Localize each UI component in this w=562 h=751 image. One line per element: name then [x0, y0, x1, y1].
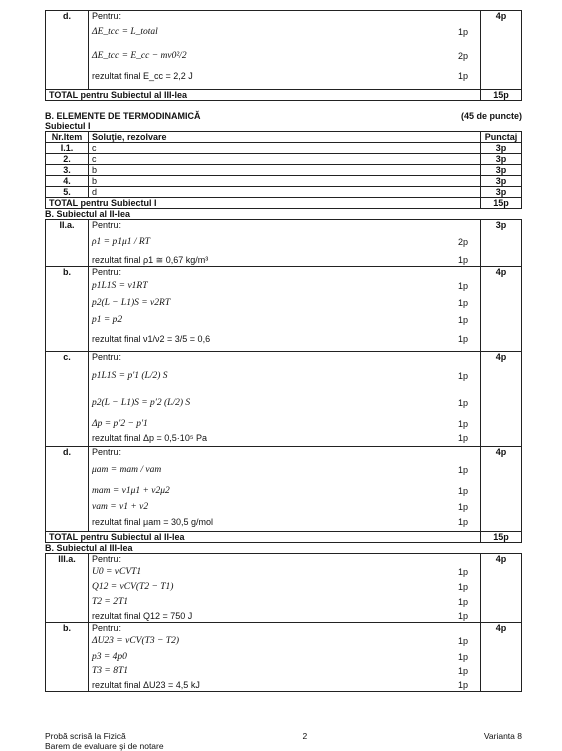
table-row: 3. b 3p [46, 165, 522, 176]
total-label: TOTAL pentru Subiectul al III-lea [46, 90, 481, 101]
subiect2-title: B. Subiectul al II-lea [45, 209, 131, 219]
item-points: 4p [481, 554, 522, 623]
solution-step: ΔE_tcc = E_cc − mv0²/2 2p [92, 51, 468, 61]
item-solution: Pentru: p1L1S = p′1 (L/2) S 1p p2(L − L1)S = p′2 (L/2) S 1p Δp = p′2 − p′1 1p rezultat final Δp = 0,5·10⁵ Pa 1p [89, 352, 481, 447]
subiect1-title: Subiectul I [45, 121, 91, 131]
subiect1-table [45, 131, 522, 209]
item-solution [89, 11, 481, 90]
footer-variant: Varianta 8 [483, 731, 522, 741]
footer-page-number: 2 [302, 731, 308, 741]
item-number: b. [46, 267, 89, 352]
item-points: 4p [481, 447, 522, 532]
solution-step: mam = ν1μ1 + ν2μ2 1p [92, 486, 468, 496]
subiect2-table [45, 219, 522, 543]
item-number: b. [46, 623, 89, 692]
item-solution: Pentru: p1L1S = ν1RT 1p p2(L − L1)S = ν2RT 1p p1 = p2 1p rezultat final ν1/ν2 = 3/5 = 0,6 1p [89, 267, 481, 352]
solution-step: rezultat final ν1/ν2 = 3/5 = 0,6 1p [92, 333, 468, 344]
item-solution: Pentru: U0 = νCVT1 1p Q12 = νCV(T2 − T1) 1p T2 = 2T1 1p rezultat final Q12 = 750 J 1p [89, 554, 481, 623]
top-item-table [45, 10, 522, 101]
solution-step: rezultat final Δp = 0,5·10⁵ Pa 1p [92, 433, 468, 443]
solution-step: p1L1S = p′1 (L/2) S 1p [92, 370, 468, 381]
col-header-solution: Soluţie, rezolvare [89, 132, 481, 143]
item-points: 4p [481, 11, 522, 90]
subiect3-table [45, 553, 522, 692]
footer-exam-title: Probă scrisă la Fizică [45, 731, 126, 741]
solution-step: rezultat final μam = 30,5 g/mol 1p [92, 517, 468, 527]
solution-step: rezultat final Q12 = 750 J 1p [92, 610, 468, 621]
page-footer [45, 731, 522, 751]
solution-step: ρ1 = p1μ1 / RT 2p [92, 237, 468, 247]
col-header-punctaj: Punctaj [481, 132, 522, 143]
solution-step: Δp = p′2 − p′1 1p [92, 418, 468, 429]
solution-step: T3 = 8T1 1p [92, 666, 468, 676]
subiect3-title: B. Subiectul al III-lea [45, 543, 133, 553]
solution-step: ΔE_tcc = L_total 1p [92, 27, 468, 37]
solution-step: p2(L − L1)S = p′2 (L/2) S 1p [92, 397, 468, 408]
solution-step: U0 = νCVT1 1p [92, 566, 468, 577]
solution-step: p2(L − L1)S = ν2RT 1p [92, 297, 468, 308]
solution-step: p3 = 4p0 1p [92, 651, 468, 662]
item-points: 4p [481, 267, 522, 352]
item-number: d. [46, 447, 89, 532]
total-label: TOTAL pentru Subiectul I [46, 198, 481, 209]
solution-step: T2 = 2T1 1p [92, 596, 468, 607]
solution-step: Q12 = νCV(T2 − T1) 1p [92, 581, 468, 592]
table-row: 5. d 3p [46, 187, 522, 198]
footer-subtitle: Barem de evaluare şi de notare [45, 741, 164, 751]
total-label: TOTAL pentru Subiectul al II-lea [46, 532, 481, 543]
item-points: 4p [481, 352, 522, 447]
solution-step: p1 = p2 1p [92, 314, 468, 325]
solution-step: p1L1S = ν1RT 1p [92, 280, 468, 291]
lead-text: Pentru: [92, 11, 122, 21]
item-number: II.a. [46, 220, 89, 267]
item-points: 3p [481, 220, 522, 267]
col-header-nr: Nr.Item [46, 132, 89, 143]
item-number: d. [46, 11, 89, 90]
item-solution: Pentru: ρ1 = p1μ1 / RT 2p rezultat final ρ1 ≅ 0,67 kg/m³ 1p [89, 220, 481, 267]
document-page [45, 0, 522, 692]
total-points: 15p [481, 532, 522, 543]
table-row: 2. c 3p [46, 154, 522, 165]
item-number: III.a. [46, 554, 89, 623]
table-row: I.1. c 3p [46, 143, 522, 154]
section-heading: B. ELEMENTE DE TERMODINAMICĂ (45 de puncte) [45, 111, 522, 121]
solution-step: μam = mam / νam 1p [92, 465, 468, 475]
solution-step: rezultat final ΔU23 = 4,5 kJ 1p [92, 679, 468, 690]
solution-step: ΔU23 = νCV(T3 − T2) 1p [92, 636, 468, 646]
solution-step: νam = ν1 + ν2 1p [92, 502, 468, 512]
item-points: 4p [481, 623, 522, 692]
solution-step: rezultat final ρ1 ≅ 0,67 kg/m³ 1p [92, 255, 468, 265]
total-points: 15p [481, 198, 522, 209]
item-number: c. [46, 352, 89, 447]
solution-step: rezultat final E_cc = 2,2 J 1p [92, 71, 468, 81]
table-row: 4. b 3p [46, 176, 522, 187]
total-points: 15p [481, 90, 522, 101]
item-solution: Pentru: μam = mam / νam 1p mam = ν1μ1 + ν2μ2 1p νam = ν1 + ν2 1p rezultat final μam = 30,5 g/mol 1p [89, 447, 481, 532]
item-solution: Pentru: ΔU23 = νCV(T3 − T2) 1p p3 = 4p0 1p T3 = 8T1 1p rezultat final ΔU23 = 4,5 kJ 1p [89, 623, 481, 692]
